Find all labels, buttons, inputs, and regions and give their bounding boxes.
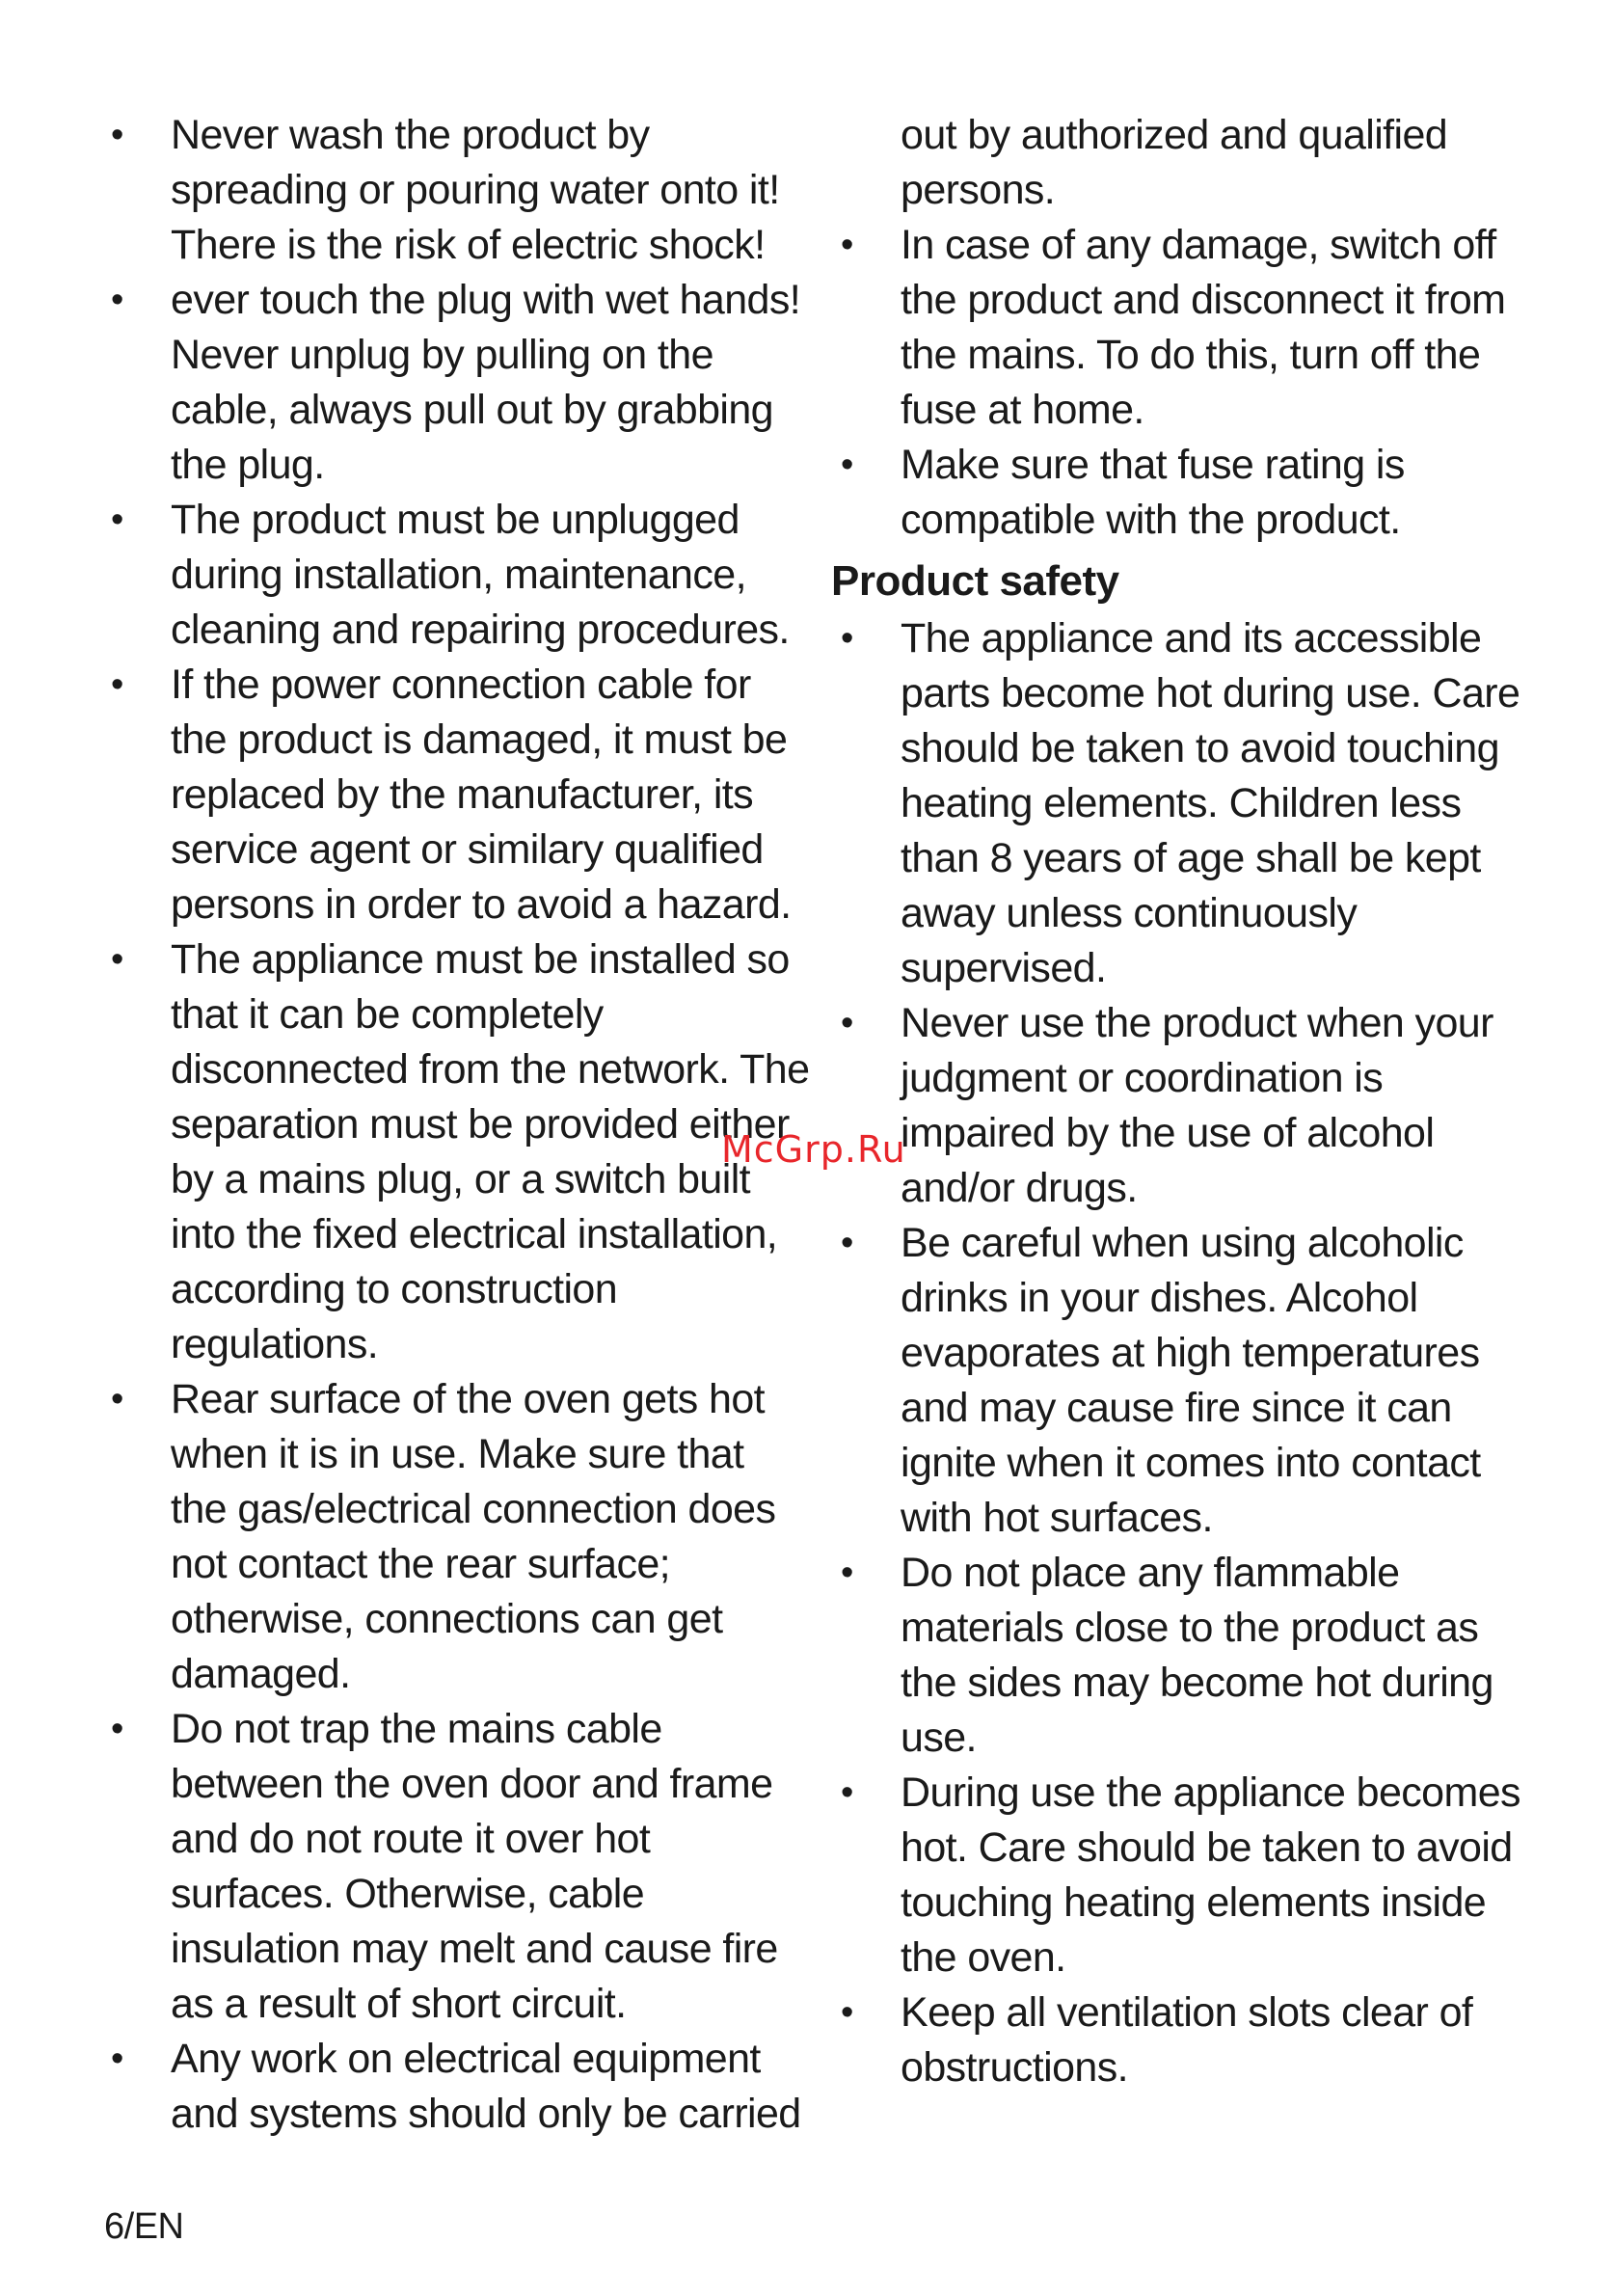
bullet-icon: • [111,939,123,980]
right-bullet-list [831,218,1540,548]
left-bullet-list [101,108,810,2142]
list-item-text: Never wash the product by spreading or pouring water onto it! There is the risk of electric shock! [171,112,780,268]
list-item [101,493,810,658]
bullet-icon: • [841,445,853,485]
list-item [101,658,810,932]
list-item [101,1372,810,1702]
list-item [831,438,1540,548]
list-item [831,218,1540,438]
bullet-icon: • [841,1223,853,1263]
list-item [101,108,810,273]
left-column [101,108,810,2142]
bullet-icon: • [111,664,123,705]
list-item [101,2032,810,2142]
section-heading: Product safety [831,557,1119,605]
list-item-text: The appliance and its accessible parts become hot during use. Care should be taken to avoid touching heating elements. Children less than 8 years of age shall be kept away unless continuously supervised. [901,615,1520,991]
page-number: 6/EN [104,2206,184,2247]
bullet-icon: • [841,1003,853,1043]
list-item-text: ever touch the plug with wet hands! Never unplug by pulling on the cable, always pull out by grabbing the plug. [171,277,801,488]
list-item-text: During use the appliance becomes hot. Care should be taken to avoid touching heating elements inside the oven. [901,1769,1520,1981]
list-item-text: Do not trap the mains cable between the oven door and frame and do not route it over hot surfaces. Otherwise, cable insulation may melt and cause fire as a result of short circuit. [171,1706,778,2027]
list-item [101,932,810,1372]
list-item-text: Any work on electrical equipment and systems should only be carried [171,2036,801,2137]
bullet-icon: • [841,1553,853,1593]
watermark: McGrp.Ru [721,1128,906,1171]
bullet-icon: • [111,500,123,540]
list-item [101,273,810,493]
list-item-text: Keep all ventilation slots clear of obstructions. [901,1989,1473,2091]
bullet-icon: • [111,1709,123,1749]
list-item [831,611,1540,996]
list-item [101,1702,810,2032]
list-item-text: The appliance must be installed so that it can be completely disconnected from the network. The separation must be provided either by a mains plug, or a switch built into the fixed electrical installation, according to construction regulations. [171,936,810,1367]
bullet-icon: • [841,225,853,265]
list-item-text: Do not place any flammable materials close to the product as the sides may become hot during use. [901,1550,1493,1761]
list-item [831,1216,1540,1546]
bullet-icon: • [841,1772,853,1813]
list-item-text: The product must be unplugged during installation, maintenance, cleaning and repairing procedures. [171,497,790,653]
bullet-icon: • [111,2039,123,2079]
list-item-text: If the power connection cable for the product is damaged, it must be replaced by the manufacturer, its service agent or similary qualified persons in order to avoid a hazard. [171,662,792,928]
right-column [831,108,1540,2095]
list-item [831,1766,1540,1985]
bullet-icon: • [111,115,123,155]
list-item-text: In case of any damage, switch off the product and disconnect it from the mains. To do this, turn off the fuse at home. [901,222,1506,433]
bullet-icon: • [111,280,123,320]
continued-text: out by authorized and qualified persons. [901,112,1448,213]
list-item [831,996,1540,1216]
bullet-icon: • [111,1379,123,1419]
list-item-text: Make sure that fuse rating is compatible with the product. [901,442,1405,543]
bullet-icon: • [841,1992,853,2033]
list-item-text: Rear surface of the oven gets hot when it is in use. Make sure that the gas/electrical connection does not contact the rear surface; otherwise, connections can get damaged. [171,1376,776,1697]
list-item [831,1546,1540,1766]
safety-bullet-list [831,611,1540,2095]
list-item-text: Never use the product when your judgment or coordination is impaired by the use of alcohol and/or drugs. [901,1000,1493,1211]
list-item [831,1985,1540,2095]
bullet-icon: • [841,618,853,659]
list-item-text: Be careful when using alcoholic drinks in your dishes. Alcohol evaporates at high temperatures and may cause fire since it can ignite when it comes into contact with hot surfaces. [901,1220,1481,1541]
